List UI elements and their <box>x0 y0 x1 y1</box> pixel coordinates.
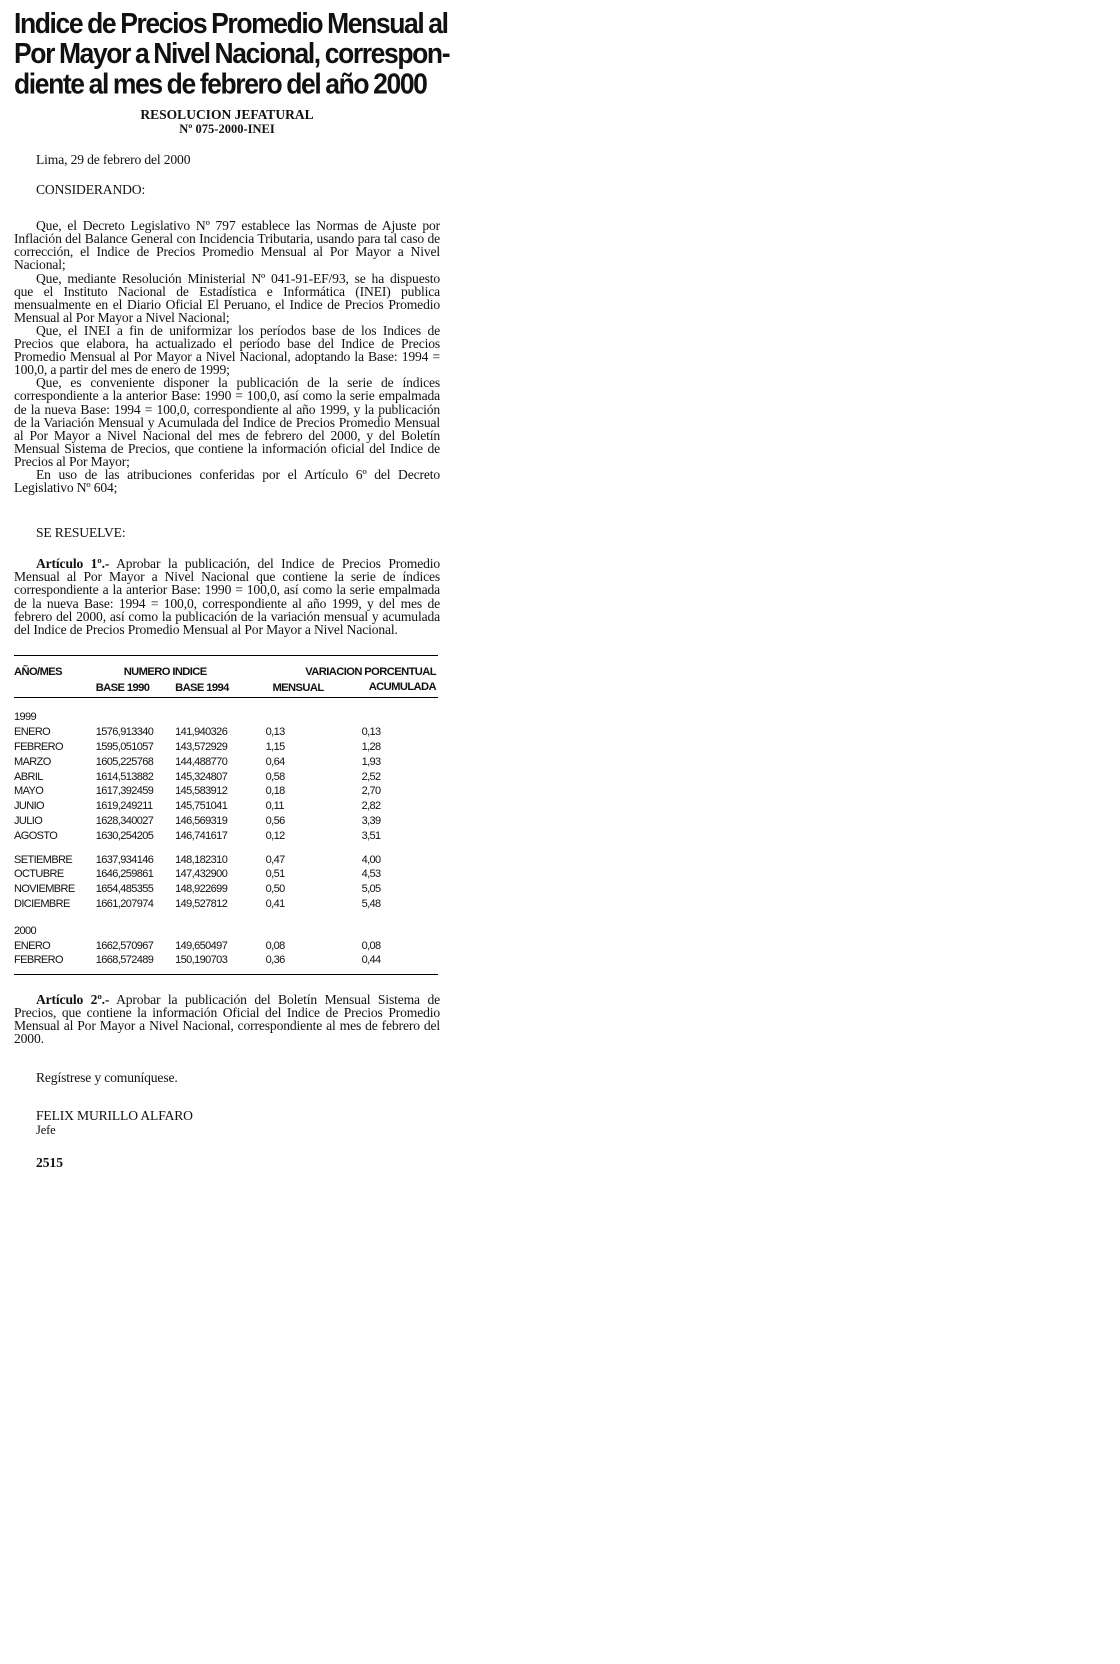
header-acumulada: ACUMULADA <box>368 680 436 693</box>
row-base-1990: 1662,570967 <box>95 939 154 952</box>
table-row <box>14 799 438 814</box>
document-column <box>14 4 450 1171</box>
price-index-table <box>14 655 438 975</box>
row-base-1994: 149,650497 <box>175 939 228 952</box>
table-body <box>14 698 438 975</box>
title-line: Por Mayor a Nivel Nacional, correspon- <box>14 37 450 70</box>
table-row <box>14 725 438 740</box>
row-base-1994: 145,751041 <box>175 800 228 813</box>
year-row <box>14 698 438 725</box>
row-acumulada: 3,51 <box>361 829 381 842</box>
row-mensual: 0,64 <box>265 755 285 768</box>
document-title <box>14 6 450 100</box>
table-row <box>14 844 438 868</box>
row-mensual: 0,11 <box>265 800 284 813</box>
article-1-text: Aprobar la publicación, del Indice de Precios Promedio Mensual al Por Mayor a Nivel Nacional que contiene la serie de índices correspondiente a la anterior Base: 1990 = 100,0, así como la serie empalmada de la nueva Base: 1994 = 100,0, correspondiente al año 1999, y del mes de febrero del 2000, así como la publicación de la variación mensual y acumulada del Indice de Precios Promedio Mensual al Por Mayor a Nivel Nacional. <box>14 556 441 637</box>
row-base-1990: 1646,259861 <box>95 868 154 881</box>
row-base-1994: 145,324807 <box>175 770 228 783</box>
row-month: MAYO <box>14 785 44 798</box>
closing-formula: Regístrese y comuníquese. <box>36 1069 178 1085</box>
document-date: Lima, 29 de febrero del 2000 <box>36 152 191 167</box>
resolution-number: Nº 075-2000-INEI <box>179 122 275 136</box>
row-base-1990: 1654,485355 <box>95 883 154 896</box>
year-label: 2000 <box>14 924 37 937</box>
row-mensual: 1,15 <box>265 741 285 753</box>
row-base-1994: 143,572929 <box>175 741 228 753</box>
row-mensual: 0,12 <box>265 829 285 842</box>
row-base-1990: 1628,340027 <box>95 814 154 827</box>
signature-block <box>36 1109 440 1137</box>
signatory-name: FELIX MURILLO ALFARO <box>36 1107 193 1123</box>
row-acumulada: 4,00 <box>361 853 381 866</box>
paragraph: En uso de las atribuciones conferidas por el Artículo 6º del Decreto Legislativo Nº 604; <box>14 466 440 496</box>
signatory-role: Jefe <box>36 1122 56 1137</box>
row-base-1990: 1617,392459 <box>95 785 154 798</box>
article-1 <box>14 557 440 636</box>
year-label: 1999 <box>14 711 37 724</box>
article-2 <box>14 993 440 1045</box>
row-month: OCTUBRE <box>14 868 64 881</box>
row-month: DICIEMBRE <box>14 897 70 910</box>
row-month: FEBRERO <box>14 954 63 967</box>
row-base-1990: 1605,225768 <box>95 755 154 768</box>
row-mensual: 0,36 <box>265 954 285 967</box>
row-month: JUNIO <box>14 800 45 813</box>
row-base-1994: 148,922699 <box>175 883 228 896</box>
title-line: Indice de Precios Promedio Mensual al <box>14 6 448 40</box>
row-base-1994: 148,182310 <box>175 853 228 866</box>
row-mensual: 0,41 <box>265 897 285 910</box>
considerando-heading: CONSIDERANDO: <box>36 182 146 198</box>
table-row <box>14 740 438 755</box>
row-base-1990: 1630,254205 <box>95 829 154 842</box>
row-acumulada: 5,05 <box>361 883 381 896</box>
row-mensual: 0,18 <box>265 785 285 798</box>
row-month: ENERO <box>14 939 51 952</box>
row-month: SETIEMBRE <box>14 853 73 866</box>
table-row <box>14 755 438 770</box>
table-row <box>14 814 438 829</box>
table-row <box>14 897 438 912</box>
row-base-1990: 1619,249211 <box>95 800 153 813</box>
row-base-1990: 1668,572489 <box>95 954 154 967</box>
row-mensual: 0,08 <box>265 939 285 952</box>
header-anomes: AÑO/MES <box>14 665 63 678</box>
paragraph: Que, el INEI a fin de uniformizar los períodos base de los Indices de Precios que elabora, ha actualizado el período base del Indice de Precios Promedio Mensual al Por Mayor a Nivel Nacional, adoptando la Base: 1994 = 100,0, a partir del mes de enero de 1999; <box>14 322 440 378</box>
table-row <box>14 770 438 785</box>
row-acumulada: 4,53 <box>361 868 381 881</box>
row-base-1990: 1576,913340 <box>95 726 154 739</box>
year-row <box>14 912 438 939</box>
row-mensual: 0,50 <box>265 883 285 896</box>
row-month: FEBRERO <box>14 741 63 753</box>
table-row <box>14 939 438 954</box>
row-base-1994: 146,741617 <box>175 829 228 842</box>
row-acumulada: 3,39 <box>361 814 381 827</box>
table-row <box>14 867 438 882</box>
row-acumulada: 1,93 <box>361 755 381 768</box>
row-base-1990: 1595,051057 <box>95 741 154 753</box>
row-acumulada: 5,48 <box>361 897 381 910</box>
header-base-1994: BASE 1994 <box>175 682 229 695</box>
row-mensual: 0,47 <box>265 853 285 866</box>
title-line: diente al mes de febrero del año 2000 <box>14 67 427 100</box>
row-acumulada: 2,70 <box>361 785 381 798</box>
row-mensual: 0,58 <box>265 770 285 783</box>
row-month: ABRIL <box>14 770 43 783</box>
header-numero-indice: NUMERO INDICE <box>123 665 207 678</box>
row-mensual: 0,13 <box>265 726 285 739</box>
row-month: MARZO <box>14 755 51 768</box>
article-2-label: Artículo 2º.- <box>36 992 110 1008</box>
row-base-1994: 146,569319 <box>175 814 228 827</box>
header-mensual: MENSUAL <box>272 682 324 695</box>
row-acumulada: 2,52 <box>361 770 381 783</box>
header-base-1990: BASE 1990 <box>95 682 150 695</box>
row-base-1994: 147,432900 <box>175 868 228 881</box>
row-acumulada: 2,82 <box>361 800 381 813</box>
row-mensual: 0,51 <box>265 868 285 881</box>
paragraph: Que, es conveniente disponer la publicación de la serie de índices correspondiente a la anterior Base: 1990 = 100,0, así como la serie empalmada de la nueva Base: 1994 = 100,0, correspondiente al año 1999, y la publicación de la Variación Mensual y Acumulada del Indice de Precios Promedio Mensual al Por Mayor a Nivel Nacional del mes de febrero del 2000, y del Boletín Mensual Sistema de Precios, que contiene la información oficial del Indice de Precios al Por Mayor; <box>14 375 440 469</box>
header-variacion: VARIACION PORCENTUAL <box>305 665 436 678</box>
row-base-1994: 145,583912 <box>175 785 228 798</box>
table-row <box>14 953 438 974</box>
row-base-1994: 150,190703 <box>175 954 228 967</box>
se-resuelve-heading: SE RESUELVE: <box>36 525 126 541</box>
row-base-1990: 1637,934146 <box>95 853 154 866</box>
row-month: ENERO <box>14 726 51 739</box>
row-mensual: 0,56 <box>265 814 285 827</box>
paragraph: Que, mediante Resolución Ministerial Nº 041-91-EF/93, se ha dispuesto que el Instituto Nacional de Estadística e Informática (INEI) publica mensualmente en el Diario Oficial El Peruano, el Indice de Precios Promedio Mensual al Por Mayor a Nivel Nacional; <box>14 270 440 325</box>
row-month: JULIO <box>14 814 43 827</box>
row-base-1990: 1661,207974 <box>95 897 154 910</box>
article-1-label: Artículo 1º.- <box>36 556 110 572</box>
row-acumulada: 0,08 <box>361 939 381 952</box>
table-row <box>14 829 438 844</box>
row-acumulada: 0,13 <box>361 726 381 739</box>
resolution-type: RESOLUCION JEFATURAL <box>140 107 314 122</box>
row-acumulada: 0,44 <box>361 954 381 967</box>
row-base-1994: 141,940326 <box>175 726 228 739</box>
considerando-section <box>14 219 440 494</box>
row-month: NOVIEMBRE <box>14 883 75 896</box>
table-row <box>14 784 438 799</box>
resolution-heading <box>14 108 440 136</box>
page-number: 2515 <box>36 1154 63 1170</box>
row-base-1994: 149,527812 <box>175 897 228 910</box>
row-base-1994: 144,488770 <box>175 755 228 768</box>
row-base-1990: 1614,513882 <box>95 770 154 783</box>
row-acumulada: 1,28 <box>361 741 381 753</box>
row-month: AGOSTO <box>14 829 58 842</box>
article-2-text: Aprobar la publicación del Boletín Mensual Sistema de Precios, que contiene la información Oficial del Indice de Precios Promedio Mensual al Por Mayor a Nivel Nacional, correspondiente al mes de febrero del 2000. <box>14 992 440 1047</box>
table-row <box>14 882 438 897</box>
paragraph: Que, el Decreto Legislativo Nº 797 establece las Normas de Ajuste por Inflación del Balance General con Incidencia Tributaria, usando para tal caso de corrección, el Indice de Precios Promedio Mensual al Por Mayor a Nivel Nacional; <box>14 218 440 273</box>
